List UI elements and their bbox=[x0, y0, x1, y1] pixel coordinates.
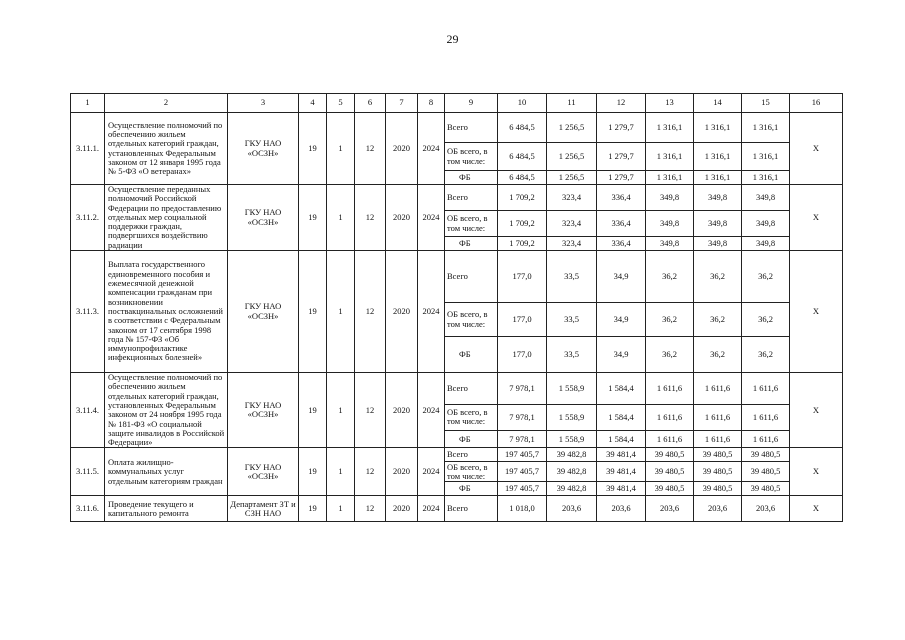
column-5-value: 1 bbox=[327, 448, 355, 496]
funding-amount: 349,8 bbox=[646, 185, 694, 211]
funding-amount: 349,8 bbox=[694, 211, 742, 237]
start-year: 2020 bbox=[386, 113, 418, 185]
column-6-value: 12 bbox=[355, 185, 386, 251]
page-number: 29 bbox=[446, 32, 459, 46]
column-number-cell: 3 bbox=[228, 94, 299, 113]
funding-amount: 197 405,7 bbox=[498, 482, 547, 496]
funding-amount: 1 611,6 bbox=[646, 373, 694, 405]
funding-source: ФБ bbox=[445, 337, 498, 373]
funding-amount: 34,9 bbox=[597, 251, 646, 303]
column-number-cell: 8 bbox=[418, 94, 445, 113]
funding-amount: 1 316,1 bbox=[742, 171, 790, 185]
column-4-value: 19 bbox=[299, 496, 327, 522]
funding-amount: 39 480,5 bbox=[646, 448, 694, 462]
end-year: 2024 bbox=[418, 448, 445, 496]
column-number-cell: 4 bbox=[299, 94, 327, 113]
result-indicator: Х bbox=[790, 251, 843, 373]
program-activities-table bbox=[70, 93, 843, 522]
column-5-value: 1 bbox=[327, 113, 355, 185]
funding-source: ОБ всего, в том числе: bbox=[445, 211, 498, 237]
activity-code: 3.11.5. bbox=[71, 448, 105, 496]
funding-amount: 39 480,5 bbox=[646, 462, 694, 482]
executor: ГКУ НАО «ОСЗН» bbox=[228, 185, 299, 251]
funding-amount: 39 480,5 bbox=[694, 462, 742, 482]
column-4-value: 19 bbox=[299, 113, 327, 185]
result-indicator: Х bbox=[790, 113, 843, 185]
result-indicator: Х bbox=[790, 185, 843, 251]
column-number-cell: 5 bbox=[327, 94, 355, 113]
funding-amount: 39 480,5 bbox=[742, 448, 790, 462]
funding-amount: 1 558,9 bbox=[547, 430, 597, 448]
funding-source: ФБ bbox=[445, 430, 498, 448]
funding-amount: 33,5 bbox=[547, 251, 597, 303]
funding-amount: 6 484,5 bbox=[498, 171, 547, 185]
column-number-cell: 11 bbox=[547, 94, 597, 113]
funding-source: ФБ bbox=[445, 171, 498, 185]
funding-amount: 36,2 bbox=[646, 303, 694, 337]
funding-amount: 1 611,6 bbox=[694, 373, 742, 405]
column-4-value: 19 bbox=[299, 448, 327, 496]
activity-name: Осуществление полномочий по обеспечению жильем отдельных категорий граждан, установленных Федеральным законом от 24 ноября 1995 года № 181-ФЗ «О социальной защите инвалидов в Российской Федерации» bbox=[105, 373, 228, 448]
column-number-cell: 15 bbox=[742, 94, 790, 113]
funding-amount: 1 316,1 bbox=[646, 171, 694, 185]
start-year: 2020 bbox=[386, 251, 418, 373]
funding-amount: 33,5 bbox=[547, 303, 597, 337]
activity-name: Осуществление переданных полномочий Российской Федерации по предоставлению отдельных мер социальной поддержки граждан, подвергшихся воздействию радиации bbox=[105, 185, 228, 251]
funding-amount: 1 316,1 bbox=[646, 113, 694, 143]
funding-amount: 1 611,6 bbox=[646, 430, 694, 448]
funding-amount: 203,6 bbox=[597, 496, 646, 522]
end-year: 2024 bbox=[418, 496, 445, 522]
funding-amount: 34,9 bbox=[597, 337, 646, 373]
end-year: 2024 bbox=[418, 113, 445, 185]
funding-amount: 6 484,5 bbox=[498, 143, 547, 171]
funding-amount: 6 484,5 bbox=[498, 113, 547, 143]
funding-amount: 336,4 bbox=[597, 211, 646, 237]
start-year: 2020 bbox=[386, 496, 418, 522]
activity-code: 3.11.1. bbox=[71, 113, 105, 185]
column-6-value: 12 bbox=[355, 448, 386, 496]
column-5-value: 1 bbox=[327, 373, 355, 448]
result-indicator: Х bbox=[790, 373, 843, 448]
funding-amount: 1 558,9 bbox=[547, 373, 597, 405]
funding-amount: 1 279,7 bbox=[597, 143, 646, 171]
funding-amount: 36,2 bbox=[646, 337, 694, 373]
funding-amount: 36,2 bbox=[694, 337, 742, 373]
funding-amount: 39 480,5 bbox=[646, 482, 694, 496]
column-6-value: 12 bbox=[355, 251, 386, 373]
funding-amount: 1 316,1 bbox=[694, 171, 742, 185]
column-number-row bbox=[71, 94, 843, 113]
funding-amount: 349,8 bbox=[646, 237, 694, 251]
funding-amount: 177,0 bbox=[498, 303, 547, 337]
funding-amount: 39 482,8 bbox=[547, 448, 597, 462]
funding-amount: 1 709,2 bbox=[498, 185, 547, 211]
funding-amount: 1 316,1 bbox=[694, 143, 742, 171]
funding-source: ОБ всего, в том числе: bbox=[445, 462, 498, 482]
activity-row bbox=[71, 448, 843, 462]
funding-amount: 1 709,2 bbox=[498, 237, 547, 251]
end-year: 2024 bbox=[418, 373, 445, 448]
funding-amount: 1 584,4 bbox=[597, 430, 646, 448]
funding-source: Всего bbox=[445, 185, 498, 211]
column-number-cell: 16 bbox=[790, 94, 843, 113]
column-number-cell: 1 bbox=[71, 94, 105, 113]
funding-amount: 36,2 bbox=[646, 251, 694, 303]
activity-row bbox=[71, 496, 843, 522]
funding-amount: 1 256,5 bbox=[547, 143, 597, 171]
funding-amount: 39 481,4 bbox=[597, 482, 646, 496]
funding-amount: 1 584,4 bbox=[597, 373, 646, 405]
funding-amount: 349,8 bbox=[694, 237, 742, 251]
column-4-value: 19 bbox=[299, 373, 327, 448]
funding-amount: 39 482,8 bbox=[547, 482, 597, 496]
funding-amount: 1 558,9 bbox=[547, 404, 597, 430]
executor: ГКУ НАО «ОСЗН» bbox=[228, 373, 299, 448]
funding-source: ФБ bbox=[445, 237, 498, 251]
funding-source: Всего bbox=[445, 496, 498, 522]
start-year: 2020 bbox=[386, 373, 418, 448]
column-number-cell: 6 bbox=[355, 94, 386, 113]
funding-amount: 349,8 bbox=[742, 237, 790, 251]
executor: ГКУ НАО «ОСЗН» bbox=[228, 448, 299, 496]
start-year: 2020 bbox=[386, 448, 418, 496]
funding-amount: 1 611,6 bbox=[742, 430, 790, 448]
funding-source: ФБ bbox=[445, 482, 498, 496]
column-6-value: 12 bbox=[355, 373, 386, 448]
funding-amount: 323,4 bbox=[547, 211, 597, 237]
column-4-value: 19 bbox=[299, 185, 327, 251]
funding-source: ОБ всего, в том числе: bbox=[445, 143, 498, 171]
executor: ГКУ НАО «ОСЗН» bbox=[228, 113, 299, 185]
activity-code: 3.11.2. bbox=[71, 185, 105, 251]
column-number-cell: 14 bbox=[694, 94, 742, 113]
funding-amount: 336,4 bbox=[597, 237, 646, 251]
activity-code: 3.11.4. bbox=[71, 373, 105, 448]
funding-source: Всего bbox=[445, 448, 498, 462]
funding-amount: 1 279,7 bbox=[597, 113, 646, 143]
activity-name: Оплата жилищно-коммунальных услуг отдельным категориям граждан bbox=[105, 448, 228, 496]
funding-amount: 1 611,6 bbox=[694, 404, 742, 430]
activity-row bbox=[71, 185, 843, 211]
column-number-cell: 9 bbox=[445, 94, 498, 113]
funding-amount: 1 279,7 bbox=[597, 171, 646, 185]
activity-row bbox=[71, 373, 843, 405]
funding-amount: 1 611,6 bbox=[742, 404, 790, 430]
funding-source: Всего bbox=[445, 113, 498, 143]
funding-amount: 323,4 bbox=[547, 185, 597, 211]
column-5-value: 1 bbox=[327, 496, 355, 522]
funding-amount: 39 480,5 bbox=[694, 482, 742, 496]
funding-amount: 39 480,5 bbox=[694, 448, 742, 462]
activity-name: Выплата государственного единовременного пособия и ежемесячной денежной компенсации гражданам при возникновении поствакцинальных осложнений в соответствии с Федеральным законом от 17 сентября 1998 года № 157-ФЗ «Об иммунопрофилактике инфекционных болезней» bbox=[105, 251, 228, 373]
funding-source: Всего bbox=[445, 373, 498, 405]
funding-amount: 36,2 bbox=[694, 251, 742, 303]
funding-amount: 7 978,1 bbox=[498, 373, 547, 405]
funding-amount: 1 611,6 bbox=[742, 373, 790, 405]
end-year: 2024 bbox=[418, 185, 445, 251]
funding-amount: 1 256,5 bbox=[547, 113, 597, 143]
start-year: 2020 bbox=[386, 185, 418, 251]
column-5-value: 1 bbox=[327, 185, 355, 251]
executor: ГКУ НАО «ОСЗН» bbox=[228, 251, 299, 373]
activity-row bbox=[71, 251, 843, 303]
column-6-value: 12 bbox=[355, 113, 386, 185]
funding-amount: 36,2 bbox=[742, 251, 790, 303]
funding-amount: 36,2 bbox=[694, 303, 742, 337]
funding-amount: 1 316,1 bbox=[742, 143, 790, 171]
column-number-cell: 13 bbox=[646, 94, 694, 113]
funding-amount: 7 978,1 bbox=[498, 404, 547, 430]
funding-amount: 197 405,7 bbox=[498, 462, 547, 482]
funding-amount: 323,4 bbox=[547, 237, 597, 251]
funding-source: ОБ всего, в том числе: bbox=[445, 404, 498, 430]
column-4-value: 19 bbox=[299, 251, 327, 373]
funding-amount: 1 256,5 bbox=[547, 171, 597, 185]
funding-amount: 1 316,1 bbox=[742, 113, 790, 143]
executor: Департамент ЗТ и СЗН НАО bbox=[228, 496, 299, 522]
funding-amount: 177,0 bbox=[498, 337, 547, 373]
column-5-value: 1 bbox=[327, 251, 355, 373]
activity-name: Осуществление полномочий по обеспечению жильем отдельных категорий граждан, установленных Федеральным законом от 12 января 1995 года № 5-ФЗ «О ветеранах» bbox=[105, 113, 228, 185]
funding-amount: 39 480,5 bbox=[742, 462, 790, 482]
funding-amount: 1 018,0 bbox=[498, 496, 547, 522]
funding-amount: 36,2 bbox=[742, 303, 790, 337]
activity-row bbox=[71, 113, 843, 143]
funding-amount: 1 316,1 bbox=[694, 113, 742, 143]
funding-amount: 39 481,4 bbox=[597, 462, 646, 482]
funding-amount: 197 405,7 bbox=[498, 448, 547, 462]
funding-amount: 349,8 bbox=[646, 211, 694, 237]
funding-amount: 7 978,1 bbox=[498, 430, 547, 448]
funding-amount: 1 584,4 bbox=[597, 404, 646, 430]
funding-amount: 203,6 bbox=[646, 496, 694, 522]
column-6-value: 12 bbox=[355, 496, 386, 522]
funding-amount: 34,9 bbox=[597, 303, 646, 337]
funding-amount: 349,8 bbox=[742, 185, 790, 211]
funding-source: Всего bbox=[445, 251, 498, 303]
funding-amount: 1 611,6 bbox=[646, 404, 694, 430]
column-number-cell: 2 bbox=[105, 94, 228, 113]
result-indicator: Х bbox=[790, 448, 843, 496]
funding-amount: 39 481,4 bbox=[597, 448, 646, 462]
activity-name: Проведение текущего и капитального ремонта bbox=[105, 496, 228, 522]
funding-amount: 33,5 bbox=[547, 337, 597, 373]
result-indicator: Х bbox=[790, 496, 843, 522]
funding-amount: 349,8 bbox=[694, 185, 742, 211]
column-number-cell: 10 bbox=[498, 94, 547, 113]
column-number-cell: 12 bbox=[597, 94, 646, 113]
funding-amount: 1 709,2 bbox=[498, 211, 547, 237]
funding-amount: 203,6 bbox=[742, 496, 790, 522]
funding-source: ОБ всего, в том числе: bbox=[445, 303, 498, 337]
funding-amount: 177,0 bbox=[498, 251, 547, 303]
funding-amount: 1 611,6 bbox=[694, 430, 742, 448]
column-number-cell: 7 bbox=[386, 94, 418, 113]
activity-code: 3.11.6. bbox=[71, 496, 105, 522]
funding-amount: 336,4 bbox=[597, 185, 646, 211]
funding-amount: 203,6 bbox=[547, 496, 597, 522]
funding-amount: 1 316,1 bbox=[646, 143, 694, 171]
funding-amount: 349,8 bbox=[742, 211, 790, 237]
end-year: 2024 bbox=[418, 251, 445, 373]
funding-amount: 36,2 bbox=[742, 337, 790, 373]
funding-amount: 39 482,8 bbox=[547, 462, 597, 482]
funding-amount: 39 480,5 bbox=[742, 482, 790, 496]
activity-code: 3.11.3. bbox=[71, 251, 105, 373]
funding-amount: 203,6 bbox=[694, 496, 742, 522]
